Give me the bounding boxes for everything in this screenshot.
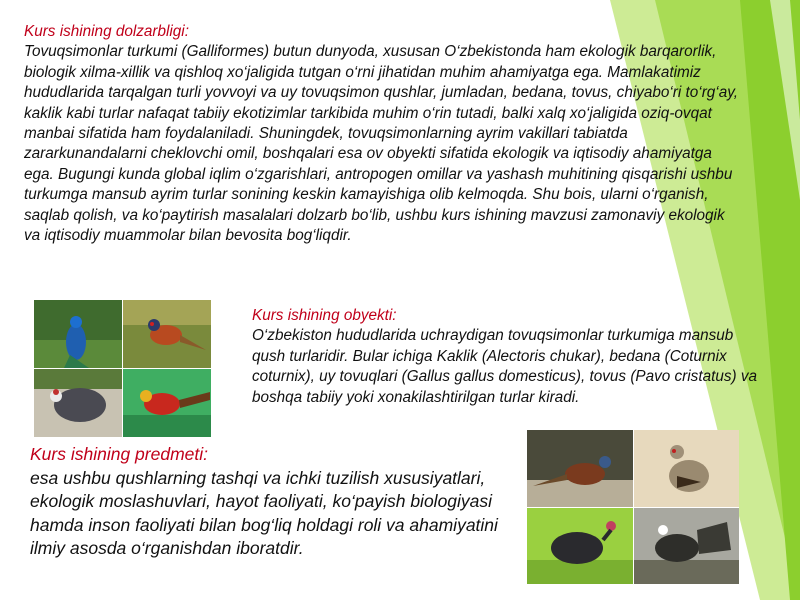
relevance-title: Kurs ishining dolzarbligi: — [24, 23, 189, 40]
capercaillie-photo — [634, 508, 739, 584]
object-title: Kurs ishining obyekti: — [252, 307, 397, 324]
turkey-photo — [527, 508, 633, 584]
pheasant-photo — [123, 300, 211, 368]
guineafowl-photo — [34, 369, 122, 437]
object-text: O‘zbekiston hududlarida uchraydigan tovuqsimonlar turkumiga mansub qush turlaridir. Bular ichiga Kaklik (Alectoris chukar), bedana (Coturnix coturnix), uy tovuqlari (Gallus gallus domesticus), tovus (Pavo cristatus) va boshqa tabiiy yoki xonakilashtirilgan turlar kiradi. — [252, 327, 757, 406]
partridge-photo — [634, 430, 739, 507]
peacock-photo — [34, 300, 122, 368]
subject-section — [30, 443, 510, 561]
right-bird-collage — [527, 430, 739, 584]
subject-title: Kurs ishining predmeti: — [30, 444, 208, 464]
left-bird-collage — [34, 300, 211, 437]
subject-text: esa ushbu qushlarning tashqi va ichki tuzilish xususiyatlari, ekologik moslashuvlari, hayot faoliyati, ko‘payish biologiyasi hamda inson faoliyati bilan bog‘liq holdagi roli va ahamiyatini ilmiy asosda o‘rganishdan iboratdir. — [30, 467, 498, 559]
relevance-text: Tovuqsimonlar turkumi (Galliformes) butun dunyoda, xususan O‘zbekistonda ham ekologik barqarorlik, biologik xilma-xillik va qishloq xo‘jaligida tutgan o‘rni jihatidan muhim ahamiyatga ega. Mamlakatimiz hududlarida tarqalgan turli yovvoyi va uy tovuqsimon qushlar, jumladan, bedana, tovus, chiyabo‘ri to‘rg‘ay, kaklik kabi turlar nafaqat tabiiy ekotizimlar tarkibida muhim o‘rin tutadi, balki xalq xo‘jaligida oziq-ovqat manbai sifatida ham foydalaniladi. Shuningdek, tovuqsimonlarning ayrim vakillari tabiatda zararkunandalarni cheklovchi omil, boshqalari esa ov obyekti sifatida ekologik va iqtisodiy ahamiyatga ega. Bugungi kunda global iqlim o‘zgarishlari, antropogen omillar va yashash muhitining qisqarishi ushbu turkumga mansub ayrim turlar sonining keskin kamayishiga olib kelmoqda. Shu bois, ularni o‘rganish, saqlab qolish, va ko‘paytirish masalalari dolzarb bo‘lib, ushbu kurs ishining mavzusi zamonaviy ekologik va iqtisodiy muammolar bilan bevosita bog‘liqdir. — [24, 43, 738, 245]
pheasant-photo — [527, 430, 633, 507]
golden-pheasant-photo — [123, 369, 211, 437]
object-section — [252, 306, 762, 408]
relevance-section — [24, 22, 744, 246]
